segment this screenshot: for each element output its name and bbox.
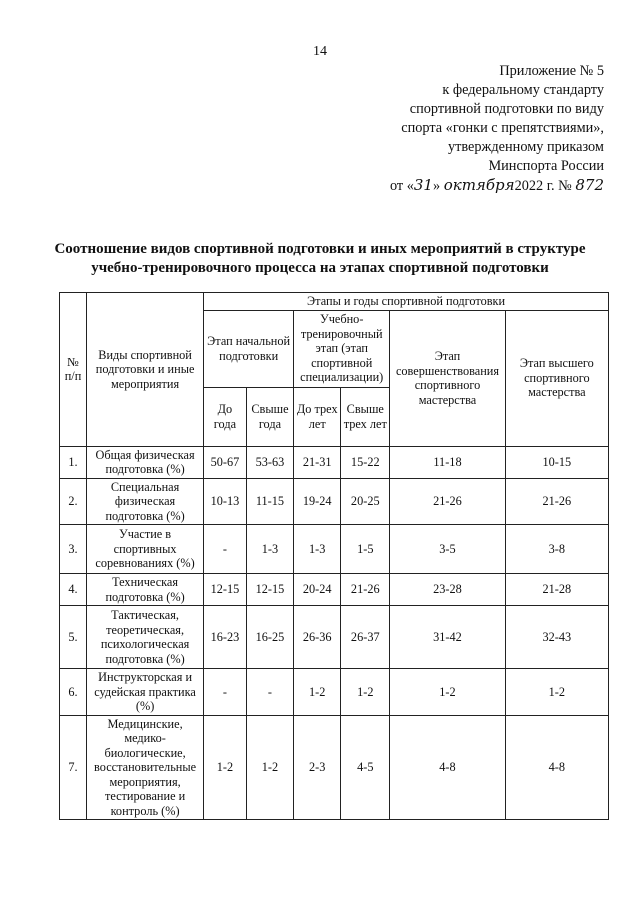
page-number: 14 — [313, 44, 327, 59]
appendix-line: утвержденному приказом — [447, 139, 604, 155]
appendix-block — [344, 62, 604, 196]
date-year: 2022 г. № — [514, 178, 576, 194]
cell-until-three: 1-2 — [294, 669, 341, 716]
appendix-line: спорта «гонки с препятствиями», — [401, 120, 604, 136]
cell-over-year: 1-3 — [246, 525, 293, 574]
cell-over-three: 15-22 — [341, 446, 390, 478]
table-row — [60, 478, 609, 525]
cell-highest: 1-2 — [505, 669, 608, 716]
row-name: Техническая подготовка (%) — [87, 574, 204, 606]
cell-over-year: - — [246, 669, 293, 716]
row-num: 1. — [60, 446, 87, 478]
appendix-title: Приложение № 5 — [499, 63, 604, 79]
date-prefix: от « — [389, 178, 414, 194]
cell-over-three: 20-25 — [341, 478, 390, 525]
cell-highest: 21-26 — [505, 478, 608, 525]
cell-until-year: 10-13 — [204, 478, 247, 525]
col-header-improvement-stage: Этап совершенствования спортивного мастерства — [390, 310, 505, 446]
sub-header-until-three: До трех лет — [294, 387, 341, 446]
row-num: 6. — [60, 669, 87, 716]
appendix-line: к федеральному стандарту — [442, 82, 604, 98]
appendix-line: спортивной подготовки по виду — [409, 101, 604, 117]
cell-improvement: 21-26 — [390, 478, 505, 525]
handwritten-order-number: 872 — [575, 176, 604, 194]
row-name: Тактическая, теоретическая, психологическая подготовка (%) — [87, 606, 204, 669]
handwritten-month: октября — [443, 176, 515, 194]
title-line-1: Соотношение видов спортивной подготовки и иных мероприятий в структуре — [54, 241, 586, 257]
cell-until-year: 50-67 — [204, 446, 247, 478]
cell-until-year: 16-23 — [204, 606, 247, 669]
col-header-initial-stage: Этап начальной подготовки — [204, 310, 294, 387]
appendix-line: Минспорта России — [488, 158, 604, 174]
cell-improvement: 31-42 — [390, 606, 505, 669]
cell-until-year: - — [204, 669, 247, 716]
cell-over-three: 26-37 — [341, 606, 390, 669]
cell-highest: 10-15 — [505, 446, 608, 478]
row-num: 3. — [60, 525, 87, 574]
cell-over-three: 4-5 — [341, 715, 390, 820]
cell-improvement: 1-2 — [390, 669, 505, 716]
order-date-line — [344, 176, 604, 196]
row-name: Специальная физическая подготовка (%) — [87, 478, 204, 525]
table-row — [60, 446, 609, 478]
sub-header-until-year: До года — [204, 387, 247, 446]
cell-improvement: 11-18 — [390, 446, 505, 478]
table-row — [60, 715, 609, 820]
cell-over-three: 21-26 — [341, 574, 390, 606]
col-header-num: № п/п — [60, 293, 87, 447]
col-header-highest-stage: Этап высшего спортивного мастерства — [505, 310, 608, 446]
col-header-stages-group: Этапы и годы спортивной подготовки — [204, 293, 609, 311]
date-mid: » — [432, 178, 444, 194]
row-name: Участие в спортивных соревнованиях (%) — [87, 525, 204, 574]
cell-over-year: 16-25 — [246, 606, 293, 669]
cell-until-three: 20-24 — [294, 574, 341, 606]
table-row — [60, 606, 609, 669]
row-name: Инструкторская и судейская практика (%) — [87, 669, 204, 716]
row-name: Общая физическая подготовка (%) — [87, 446, 204, 478]
training-ratio-table — [59, 292, 609, 820]
cell-until-year: - — [204, 525, 247, 574]
cell-over-year: 53-63 — [246, 446, 293, 478]
cell-highest: 32-43 — [505, 606, 608, 669]
cell-over-three: 1-5 — [341, 525, 390, 574]
cell-over-year: 1-2 — [246, 715, 293, 820]
row-num: 4. — [60, 574, 87, 606]
cell-over-year: 12-15 — [246, 574, 293, 606]
cell-improvement: 4-8 — [390, 715, 505, 820]
sub-header-over-three: Свыше трех лет — [341, 387, 390, 446]
cell-until-three: 19-24 — [294, 478, 341, 525]
cell-over-year: 11-15 — [246, 478, 293, 525]
cell-until-three: 1-3 — [294, 525, 341, 574]
row-name: Медицинские, медико-биологические, восстановительные мероприятия, тестирование и контроль (%) — [87, 715, 204, 820]
cell-until-three: 2-3 — [294, 715, 341, 820]
sub-header-over-year: Свыше года — [246, 387, 293, 446]
cell-highest: 21-28 — [505, 574, 608, 606]
col-header-name: Виды спортивной подготовки и иные мероприятия — [87, 293, 204, 447]
row-num: 5. — [60, 606, 87, 669]
cell-until-three: 26-36 — [294, 606, 341, 669]
cell-highest: 3-8 — [505, 525, 608, 574]
table-row — [60, 525, 609, 574]
table-row — [60, 669, 609, 716]
cell-improvement: 23-28 — [390, 574, 505, 606]
document-title — [40, 240, 600, 278]
cell-highest: 4-8 — [505, 715, 608, 820]
table-row — [60, 574, 609, 606]
title-line-2: учебно-тренировочного процесса на этапах спортивной подготовки — [91, 260, 549, 276]
cell-until-year: 12-15 — [204, 574, 247, 606]
col-header-training-stage: Учебно-тренировочный этап (этап спортивной специализации) — [294, 310, 390, 387]
cell-over-three: 1-2 — [341, 669, 390, 716]
handwritten-day: 31 — [413, 176, 433, 194]
row-num: 7. — [60, 715, 87, 820]
cell-until-three: 21-31 — [294, 446, 341, 478]
cell-until-year: 1-2 — [204, 715, 247, 820]
cell-improvement: 3-5 — [390, 525, 505, 574]
row-num: 2. — [60, 478, 87, 525]
